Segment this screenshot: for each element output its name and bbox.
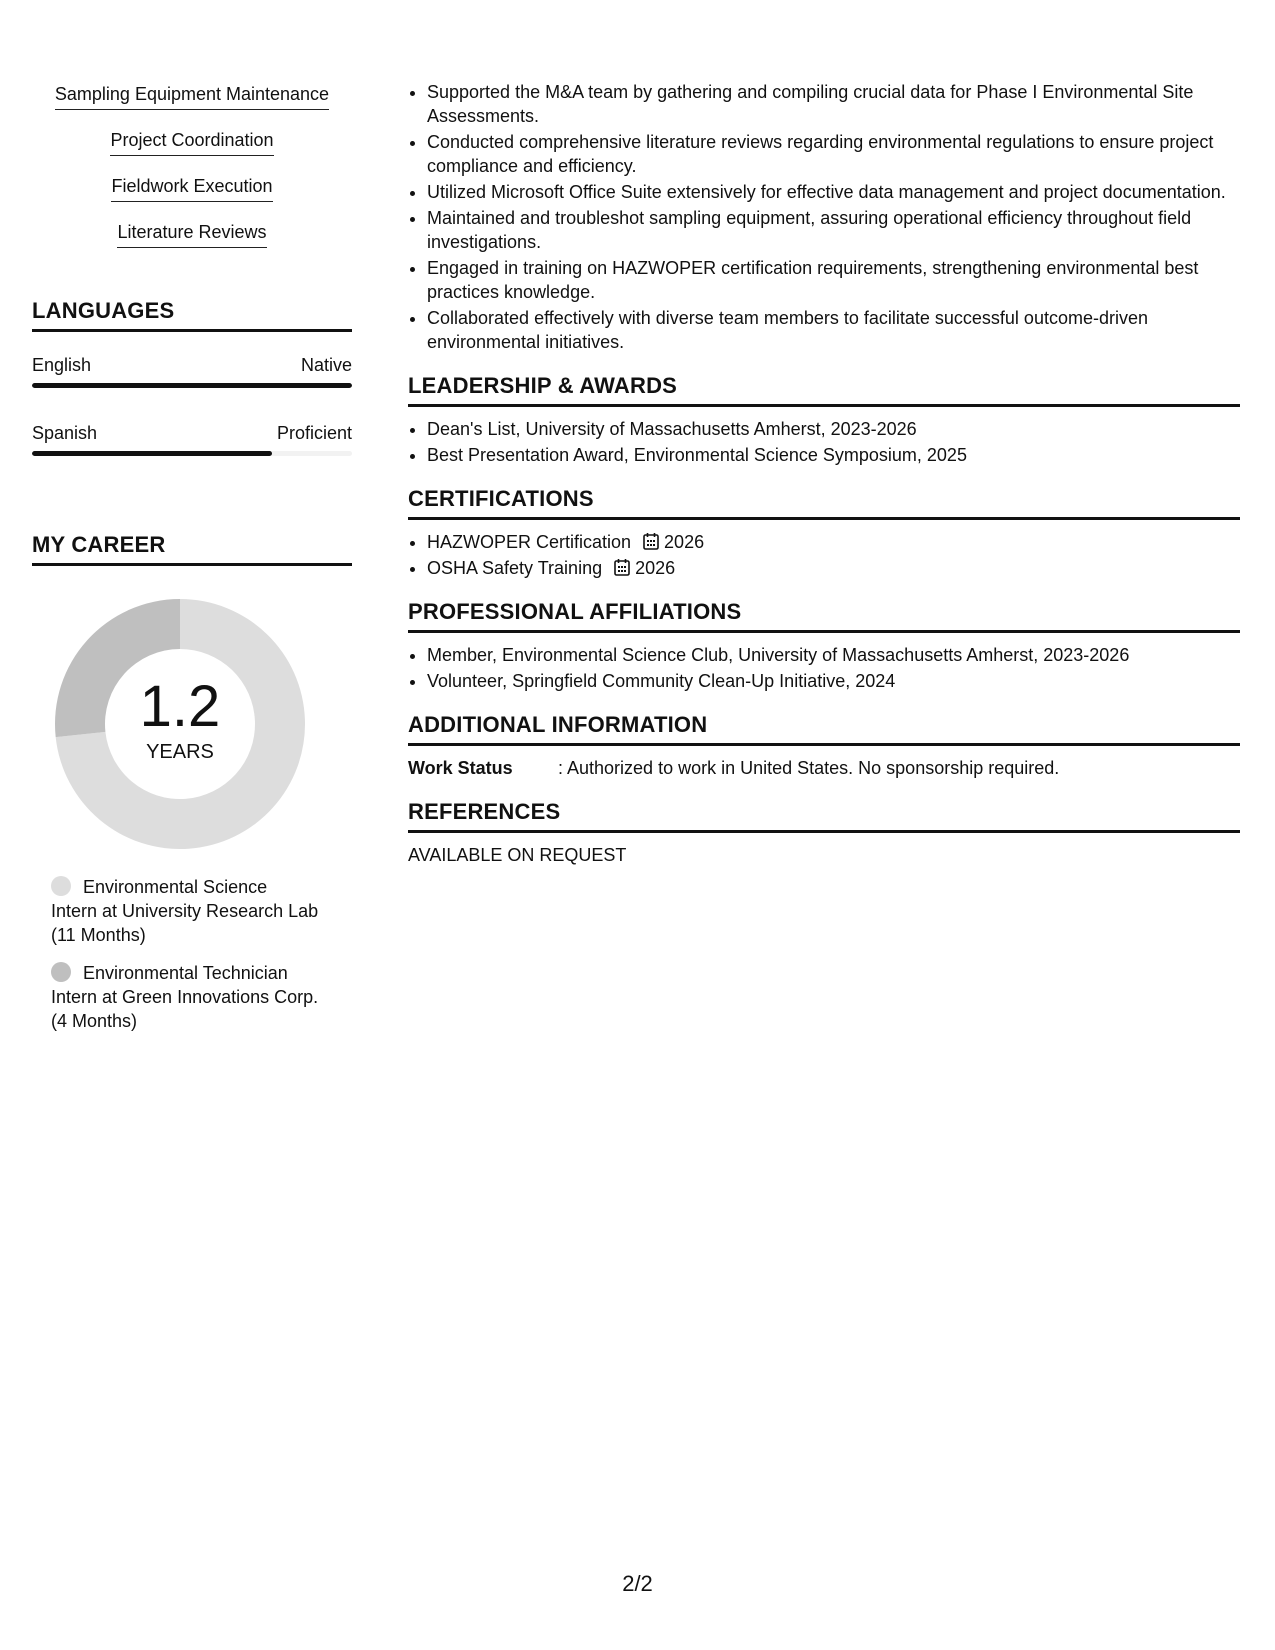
- language-bar-fill: [32, 383, 352, 388]
- left-column: [32, 82, 352, 1047]
- references-text: AVAILABLE ON REQUEST: [408, 845, 627, 865]
- role-detail: Intern at Green Innovations Corp.: [51, 987, 319, 1007]
- skill-item: Project Coordination: [110, 128, 273, 156]
- leadership-list: [408, 417, 1240, 467]
- affiliations-heading: PROFESSIONAL AFFILIATIONS: [408, 598, 1240, 633]
- language-level: Proficient: [276, 423, 352, 443]
- languages-heading: LANGUAGES: [32, 297, 352, 332]
- legend-dot: [51, 876, 71, 896]
- leadership-item: • Best Presentation Award, Environmental Science Symposium, 2025: [427, 443, 1240, 467]
- certification-year: 2026: [664, 532, 705, 552]
- affiliations-list: [408, 643, 1240, 693]
- language-item-english: [32, 353, 352, 388]
- experience-bullets: [408, 80, 1240, 354]
- experience-bullet: • Utilized Microsoft Office Suite extensively for effective data management and project documentation.: [427, 180, 1240, 204]
- skill-item: Literature Reviews: [117, 220, 266, 248]
- work-status-value: : Authorized to work in United States. No sponsorship required.: [558, 758, 1060, 778]
- language-bar: [32, 451, 352, 456]
- role-detail: Intern at University Research Lab: [51, 901, 319, 921]
- calendar-icon: [643, 532, 659, 550]
- legend-item: [51, 961, 341, 1033]
- work-status-label: Work Status: [408, 758, 513, 778]
- donut-center: [55, 599, 305, 849]
- legend-item: [51, 875, 341, 947]
- skills-list: [32, 82, 352, 266]
- certifications-heading: CERTIFICATIONS: [408, 485, 1240, 520]
- language-level: Native: [300, 355, 352, 375]
- skill-item: Sampling Equipment Maintenance: [55, 82, 329, 110]
- experience-bullet: • Maintained and troubleshot sampling equipment, assuring operational efficiency throughout field investigations.: [427, 206, 1240, 254]
- career-donut-chart: [55, 599, 305, 849]
- leadership-heading: LEADERSHIP & AWARDS: [408, 372, 1240, 407]
- career-legend: [51, 875, 341, 1033]
- skill-item: Fieldwork Execution: [111, 174, 272, 202]
- certification-year: 2026: [635, 558, 676, 578]
- work-status-row: [408, 756, 1240, 780]
- career-total-unit: YEARS: [146, 741, 214, 763]
- right-column: [408, 80, 1240, 867]
- language-item-spanish: [32, 421, 352, 456]
- references-heading: REFERENCES: [408, 798, 1240, 833]
- language-name: Spanish: [32, 423, 98, 443]
- role-title: Environmental Technician: [83, 963, 288, 983]
- leadership-item: • Dean's List, University of Massachusetts Amherst, 2023-2026: [427, 417, 1240, 441]
- language-name: English: [32, 355, 92, 375]
- language-bar-fill: [32, 451, 272, 456]
- role-duration: (11 Months): [51, 925, 146, 945]
- language-bar: [32, 383, 352, 388]
- calendar-icon: [614, 558, 630, 576]
- experience-bullet: • Conducted comprehensive literature reviews regarding environmental regulations to ensure project compliance and efficiency.: [427, 130, 1240, 178]
- certification-name: HAZWOPER Certification: [427, 532, 632, 552]
- additional-info-heading: ADDITIONAL INFORMATION: [408, 711, 1240, 746]
- certifications-list: [408, 530, 1240, 580]
- experience-bullet: • Engaged in training on HAZWOPER certification requirements, strengthening environmental best practices knowledge.: [427, 256, 1240, 304]
- experience-bullet: • Supported the M&A team by gathering and compiling crucial data for Phase I Environmental Site Assessments.: [427, 80, 1240, 128]
- role-duration: (4 Months): [51, 1011, 138, 1031]
- career-total-value: 1.2: [139, 674, 221, 739]
- role-title: Environmental Science: [83, 877, 268, 897]
- page-number: 2/2: [622, 1571, 653, 1596]
- affiliation-item: • Member, Environmental Science Club, University of Massachusetts Amherst, 2023-2026: [427, 643, 1240, 667]
- certification-item: [427, 556, 1240, 580]
- experience-bullet: • Collaborated effectively with diverse team members to facilitate successful outcome-driven environmental initiatives.: [427, 306, 1240, 354]
- certification-item: [427, 530, 1240, 554]
- certification-name: OSHA Safety Training: [427, 558, 603, 578]
- career-heading: MY CAREER: [32, 531, 352, 566]
- affiliation-item: • Volunteer, Springfield Community Clean-Up Initiative, 2024: [427, 669, 1240, 693]
- legend-dot: [51, 962, 71, 982]
